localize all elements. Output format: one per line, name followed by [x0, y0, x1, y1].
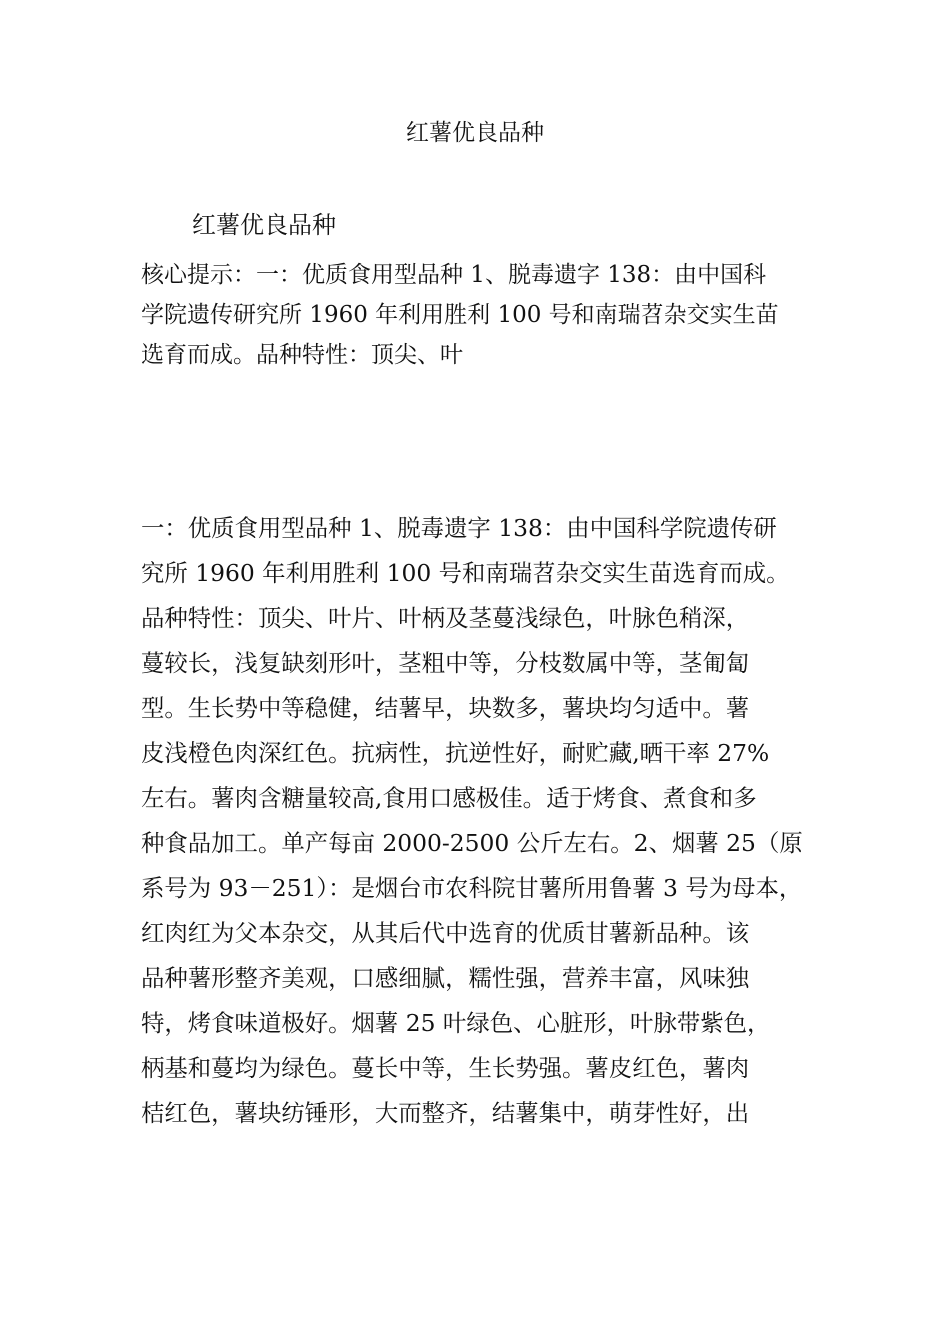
page-title: 红薯优良品种 [406, 120, 544, 146]
body-line: 蔓较长，浅复缺刻形叶，茎粗中等，分枝数属中等，茎匍匐 [141, 649, 750, 677]
summary-line: 学院遗传研究所 1960 年利用胜利 100 号和南瑞苕杂交实生苗 [141, 302, 779, 328]
body-line: 红肉红为父本杂交，从其后代中选育的优质甘薯新品种。该 [141, 919, 750, 947]
body-line: 桔红色，薯块纺锤形，大而整齐，结薯集中，萌芽性好，出 [141, 1099, 750, 1127]
body-line: 究所 1960 年利用胜利 100 号和南瑞苕杂交实生苗选育而成。 [141, 559, 790, 587]
section-heading: 红薯优良品种 [192, 211, 336, 239]
body-line: 柄基和蔓均为绿色。蔓长中等，生长势强。薯皮红色，薯肉 [141, 1054, 750, 1082]
body-line: 左右。薯肉含糖量较高,食用口感极佳。适于烤食、煮食和多 [141, 784, 757, 812]
body-line: 品种薯形整齐美观，口感细腻，糯性强，营养丰富，风味独 [141, 964, 750, 992]
body-line: 种食品加工。单产每亩 2000-2500 公斤左右。2、烟薯 25（原 [141, 829, 803, 857]
body-line: 型。生长势中等稳健，结薯早，块数多，薯块均匀适中。薯 [141, 694, 750, 722]
body-line: 系号为 93－251）：是烟台市农科院甘薯所用鲁薯 3 号为母本， [141, 874, 803, 902]
body-line: 品种特性：顶尖、叶片、叶柄及茎蔓浅绿色，叶脉色稍深， [141, 604, 750, 632]
body-line: 一：优质食用型品种 1、脱毒遗字 138：由中国科学院遗传研 [141, 514, 777, 542]
body-paragraph [141, 506, 803, 1136]
summary-line: 核心提示：一：优质食用型品种 1、脱毒遗字 138：由中国科 [141, 262, 767, 288]
body-line: 皮浅橙色肉深红色。抗病性，抗逆性好，耐贮藏,晒干率 27% [141, 739, 770, 767]
body-line: 特，烤食味道极好。烟薯 25 叶绿色、心脏形，叶脉带紫色， [141, 1009, 771, 1037]
summary-line: 选育而成。品种特性：顶尖、叶 [141, 342, 463, 368]
summary-paragraph [141, 255, 779, 375]
